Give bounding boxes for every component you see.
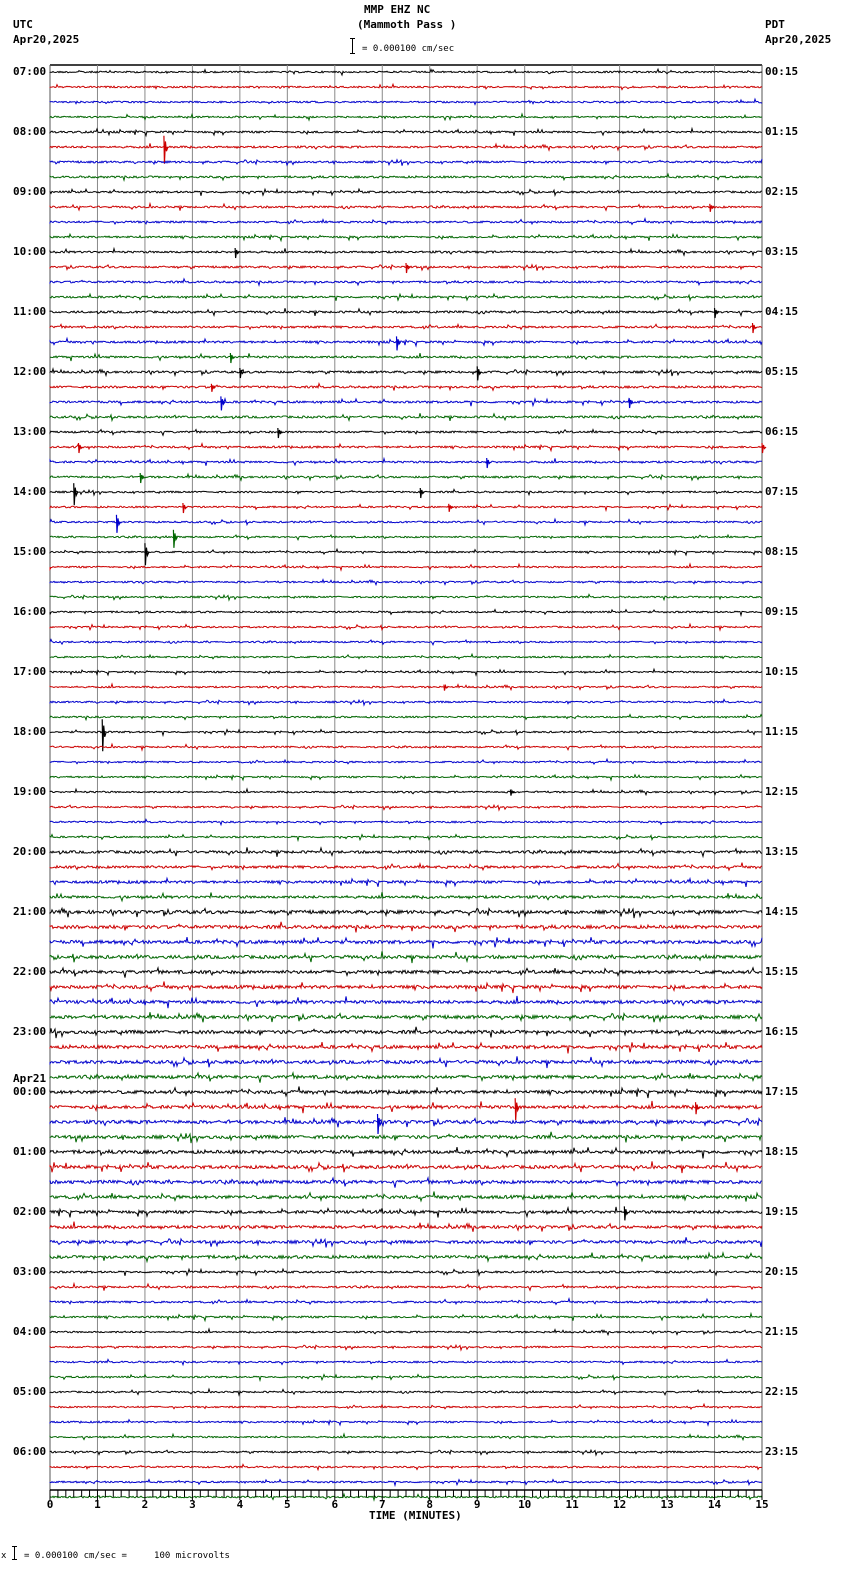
pdt-hour-label: 05:15 <box>765 365 799 378</box>
pdt-hour-label: 10:15 <box>765 665 799 678</box>
x-tick-label: 10 <box>518 1498 532 1511</box>
x-tick-label: 0 <box>46 1498 54 1511</box>
date-change-label: Apr21 <box>13 1072 47 1085</box>
x-tick-label: 4 <box>236 1498 244 1511</box>
pdt-hour-label: 22:15 <box>765 1385 799 1398</box>
utc-hour-label: 00:00 <box>13 1085 47 1098</box>
pdt-hour-label: 12:15 <box>765 785 799 798</box>
pdt-hour-label: 07:15 <box>765 485 799 498</box>
scale-label: = 0.000100 cm/sec <box>362 44 455 54</box>
utc-hour-label: 01:00 <box>13 1145 47 1158</box>
utc-hour-label: 20:00 <box>13 845 47 858</box>
utc-hour-label: 22:00 <box>13 965 47 978</box>
left-date: Apr20,2025 <box>13 33 80 46</box>
x-tick-label: 1 <box>94 1498 101 1511</box>
utc-hour-label: 18:00 <box>13 725 47 738</box>
utc-hour-label: 10:00 <box>13 245 47 258</box>
x-tick-label: 8 <box>426 1498 434 1511</box>
pdt-hour-label: 20:15 <box>765 1265 799 1278</box>
pdt-hour-label: 16:15 <box>765 1025 799 1038</box>
utc-hour-label: 12:00 <box>13 365 47 378</box>
x-tick-label: 12 <box>613 1498 627 1511</box>
x-tick-label: 3 <box>189 1498 196 1511</box>
pdt-hour-label: 06:15 <box>765 425 799 438</box>
x-tick-label: 11 <box>565 1498 579 1511</box>
footer-scale-bar-icon <box>12 1546 17 1560</box>
utc-hour-label: 09:00 <box>13 185 47 198</box>
pdt-hour-label: 01:15 <box>765 125 799 138</box>
x-tick-label: 13 <box>660 1498 674 1511</box>
pdt-hour-label: 18:15 <box>765 1145 799 1158</box>
utc-hour-label: 13:00 <box>13 425 47 438</box>
utc-hour-label: 23:00 <box>13 1025 47 1038</box>
utc-hour-label: 05:00 <box>13 1385 47 1398</box>
right-date: Apr20,2025 <box>765 33 832 46</box>
utc-hour-label: 06:00 <box>13 1445 47 1458</box>
x-tick-label: 2 <box>141 1498 149 1511</box>
utc-hour-label: 11:00 <box>13 305 47 318</box>
utc-hour-label: 04:00 <box>13 1325 47 1338</box>
pdt-hour-label: 04:15 <box>765 305 799 318</box>
pdt-hour-label: 03:15 <box>765 245 799 258</box>
x-tick-label: 7 <box>378 1498 386 1511</box>
pdt-hour-label: 09:15 <box>765 605 799 618</box>
pdt-hour-label: 08:15 <box>765 545 799 558</box>
utc-hour-label: 17:00 <box>13 665 47 678</box>
x-tick-label: 9 <box>473 1498 481 1511</box>
x-tick-label: 5 <box>284 1498 291 1511</box>
pdt-hour-label: 02:15 <box>765 185 799 198</box>
utc-hour-label: 16:00 <box>13 605 47 618</box>
utc-hour-label: 19:00 <box>13 785 47 798</box>
pdt-hour-label: 13:15 <box>765 845 799 858</box>
pdt-hour-label: 17:15 <box>765 1085 799 1098</box>
utc-hour-label: 15:00 <box>13 545 47 558</box>
x-tick-label: 6 <box>331 1498 339 1511</box>
pdt-hour-label: 00:15 <box>765 65 799 78</box>
pdt-hour-label: 21:15 <box>765 1325 799 1338</box>
pdt-hour-label: 19:15 <box>765 1205 799 1218</box>
utc-hour-label: 08:00 <box>13 125 47 138</box>
left-timezone: UTC <box>13 18 33 31</box>
utc-hour-label: 14:00 <box>13 485 47 498</box>
pdt-hour-label: 23:15 <box>765 1445 799 1458</box>
footer-marker: x <box>1 1551 7 1561</box>
utc-hour-label: 03:00 <box>13 1265 47 1278</box>
pdt-hour-label: 15:15 <box>765 965 799 978</box>
right-timezone: PDT <box>765 18 785 31</box>
pdt-hour-label: 14:15 <box>765 905 799 918</box>
x-axis-label: TIME (MINUTES) <box>369 1509 462 1522</box>
footer-scale-note: = 0.000100 cm/sec = 100 microvolts <box>24 1551 230 1561</box>
utc-hour-label: 02:00 <box>13 1205 47 1218</box>
pdt-hour-label: 11:15 <box>765 725 799 738</box>
x-tick-label: 15 <box>755 1498 769 1511</box>
utc-hour-label: 07:00 <box>13 65 47 78</box>
x-tick-label: 14 <box>707 1498 722 1511</box>
station-location: (Mammoth Pass ) <box>357 18 457 31</box>
utc-hour-label: 21:00 <box>13 905 47 918</box>
station-title: MMP EHZ NC <box>364 3 431 16</box>
